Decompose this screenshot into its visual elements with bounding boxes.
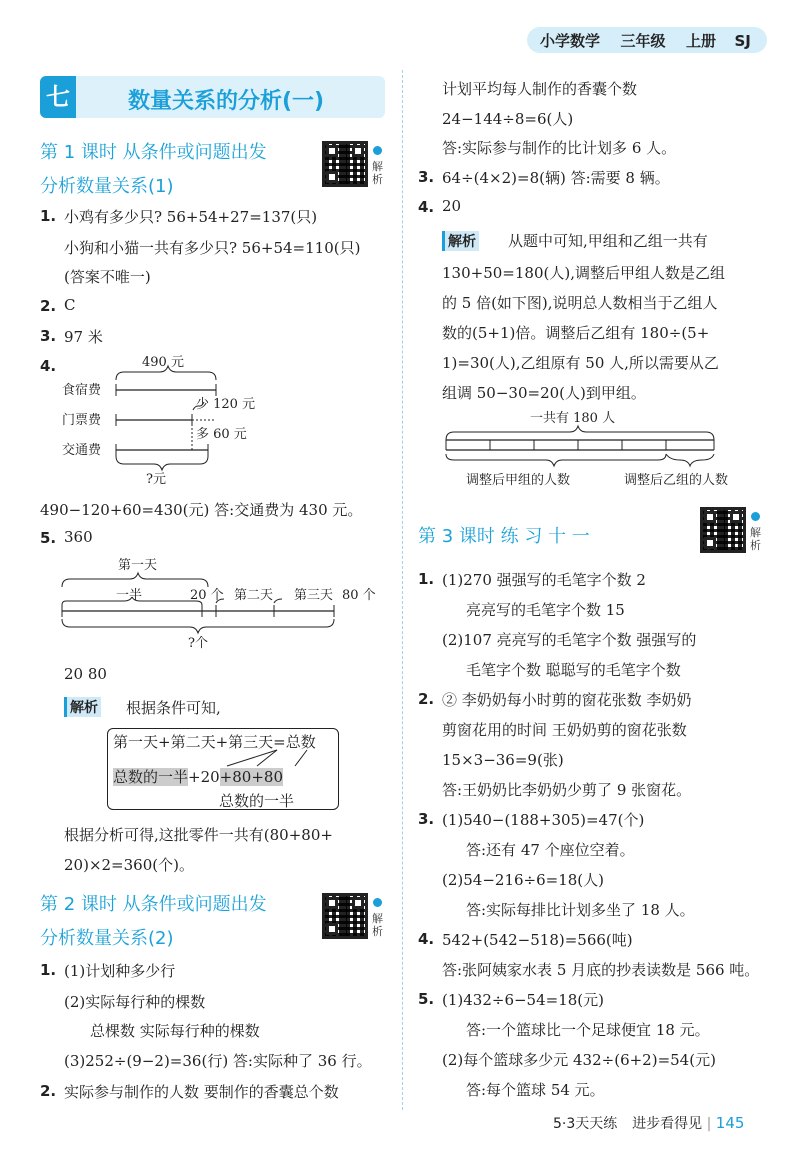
l3q5-a: (1)432÷6−54=18(元)	[442, 991, 605, 1009]
lesson3-title: 第 3 课时 练 习 十 一	[418, 526, 590, 547]
q5-box-half: 总数的一半	[113, 768, 189, 786]
r-q4-line-5: 组调 50−30=20(人)到甲组。	[442, 384, 646, 402]
q4-diagram	[60, 350, 280, 490]
q4-answer: 490−120+60=430(元) 答:交通费为 430 元。	[40, 501, 363, 519]
l3q1-number: 1.	[418, 570, 435, 588]
column-divider	[402, 70, 403, 1110]
q5-conclusion-2: 20)×2=360(个)。	[64, 856, 194, 874]
r-q4-line-1: 130+50=180(人),调整后甲组人数是乙组	[442, 264, 725, 282]
lesson1-line2: 分析数量关系(1)	[40, 176, 174, 197]
r-q4-line-4: 1)=30(人),乙组原有 50 人,所以需要从乙	[442, 354, 719, 372]
r-cont-3: 答:实际参与制作的比计划多 6 人。	[442, 139, 677, 157]
q4-top-label: 490 元	[142, 355, 184, 370]
r-q4-total-label: 一共有 180 人	[530, 411, 616, 426]
lesson2-line2: 分析数量关系(2)	[40, 928, 174, 949]
q5-box-line3: 总数的一半	[219, 792, 295, 810]
q5-box-plus80a: +80	[219, 768, 252, 786]
lesson3-qr-dot	[751, 512, 760, 521]
footer-slogan: 进步看得见	[632, 1116, 703, 1132]
l2q1-number: 1.	[40, 961, 57, 979]
q3-answer: 97 米	[64, 328, 103, 346]
header-edition: SJ	[734, 32, 751, 50]
lesson1-qr-code[interactable]	[322, 141, 368, 187]
page-number: 145	[715, 1114, 745, 1132]
lesson2-line1: 第 2 课时 从条件或问题出发	[40, 894, 267, 915]
footer: 5·3天天练 进步看得见 | 145	[553, 1114, 745, 1132]
l3q3-d: 答:实际每排比计划多坐了 18 人。	[466, 901, 695, 919]
lesson2-qr-code[interactable]	[322, 893, 368, 939]
q5-day1-brace	[62, 573, 208, 587]
q1-line-c: (答案不唯一)	[64, 268, 151, 286]
q5-values: 20 80	[64, 665, 107, 683]
lesson2-title	[40, 890, 267, 950]
l3q3-a: (1)540−(188+305)=47(个)	[442, 811, 645, 829]
q4-number: 4.	[40, 357, 57, 375]
l3q2-d: 答:王奶奶比李奶奶少剪了 9 张窗花。	[442, 781, 692, 799]
q5-bottom-brace	[62, 619, 334, 633]
q5-answer: 360	[64, 528, 93, 546]
q5-box-plus80b: +80	[251, 768, 283, 786]
q4-less-label: 少 120 元	[196, 397, 256, 412]
r-q4-jiexi-tag: 解析	[442, 231, 479, 251]
chapter-title: 数量关系的分析(一)	[128, 89, 325, 114]
lesson1-line1: 第 1 课时 从条件或问题出发	[40, 142, 267, 163]
r-q4-line-2: 的 5 倍(如下图),说明总人数相当于乙组人	[442, 294, 718, 312]
l3q4-b: 答:张阿姨家水表 5 月底的抄表读数是 566 吨。	[442, 961, 760, 979]
lesson3-qr-label: 解 析	[750, 526, 761, 552]
q5-day2-label: 第二天	[234, 588, 274, 603]
l2q1-d: (3)252÷(9−2)=36(行) 答:实际种了 36 行。	[64, 1052, 372, 1070]
l2q2-number: 2.	[40, 1082, 57, 1100]
r-cont-1: 计划平均每人制作的香囊个数	[442, 80, 638, 98]
lesson3-qr-code[interactable]	[700, 507, 746, 553]
lesson2-qr-dot	[373, 898, 382, 907]
r-cont-2: 24−144÷8=6(人)	[442, 110, 574, 128]
l2q2-text: 实际参与制作的人数 要制作的香囊总个数	[64, 1083, 339, 1101]
r-q4-yi-label: 调整后乙组的人数	[624, 473, 729, 488]
l3q3-number: 3.	[418, 810, 435, 828]
r-q4-line-3: 数的(5+1)倍。调整后乙组有 180÷(5+	[442, 324, 710, 342]
q2-answer: C	[64, 296, 76, 314]
q5-eighty-label: 80 个	[342, 588, 376, 603]
l3q5-b: 答:一个篮球比一个足球便宜 18 元。	[466, 1021, 710, 1039]
q1-number: 1.	[40, 207, 57, 225]
l3q2-a: ② 李奶奶每小时剪的窗花张数 李奶奶	[442, 691, 692, 709]
l3q5-d: 答:每个篮球 54 元。	[466, 1081, 605, 1099]
r-q4-diagram	[440, 404, 770, 490]
q3-number: 3.	[40, 327, 57, 345]
l3q1-b: 亮亮写的毛笔字个数 15	[466, 601, 625, 619]
q5-diagram	[60, 555, 390, 655]
q5-jiexi-text: 根据条件可知,	[126, 699, 221, 717]
q5-conclusion-1: 根据分析可得,这批零件一共有(80+80+	[64, 826, 333, 844]
q4-row1-label: 食宿费	[62, 383, 102, 398]
q5-half-label: 一半	[116, 588, 143, 603]
q4-question: ?元	[146, 472, 166, 487]
l3q3-b: 答:还有 47 个座位空着。	[466, 841, 635, 859]
l3q2-b: 剪窗花用的时间 王奶奶剪的窗花张数	[442, 721, 687, 739]
q5-box-line1: 第一天+第二天+第三天=总数	[113, 733, 316, 751]
r-q3-number: 3.	[418, 168, 435, 186]
lesson2-qr-label: 解 析	[372, 912, 383, 938]
r-q4-top-brace	[446, 426, 714, 440]
q5-twenty-label: 20 个	[190, 588, 224, 603]
header-subject: 小学数学	[540, 32, 601, 50]
q5-box-plus20: +20	[188, 768, 220, 786]
q5-question: ?个	[188, 636, 208, 651]
footer-brand: 5·3天天练	[553, 1116, 618, 1132]
header-volume: 上册	[685, 32, 716, 50]
q4-row3-label: 交通费	[62, 443, 102, 458]
r-q4-jia-brace	[446, 454, 666, 466]
q4-row2-label: 门票费	[62, 413, 102, 428]
l3q1-c: (2)107 亮亮写的毛笔字个数 强强写的	[442, 631, 697, 649]
header-tags	[540, 30, 751, 51]
l3q1-a: (1)270 强强写的毛笔字个数 2	[442, 571, 646, 589]
lesson1-qr-label: 解 析	[372, 160, 383, 186]
q4-bottom-brace	[116, 456, 208, 470]
q5-day3-label: 第三天	[294, 588, 334, 603]
l2q1-a: (1)计划种多少行	[64, 962, 176, 980]
lesson1-qr-dot	[373, 146, 382, 155]
chapter-number: 七	[46, 83, 70, 111]
chapter-number-box	[40, 76, 76, 118]
r-q3-text: 64÷(4×2)=8(辆) 答:需要 8 辆。	[442, 169, 670, 187]
l3q1-d: 毛笔字个数 聪聪写的毛笔字个数	[466, 661, 681, 679]
r-q4-answer: 20	[442, 197, 462, 215]
r-q4-line-0: 从题中可知,甲组和乙组一共有	[508, 232, 708, 250]
l3q5-number: 5.	[418, 990, 435, 1008]
l3q3-c: (2)54−216÷6=18(人)	[442, 871, 605, 889]
r-q4-jia-label: 调整后甲组的人数	[466, 473, 571, 488]
r-q4-number: 4.	[418, 198, 435, 216]
l3q5-c: (2)每个篮球多少元 432÷(6+2)=54(元)	[442, 1051, 716, 1069]
q2-number: 2.	[40, 297, 57, 315]
l3q4-a: 542+(542−518)=566(吨)	[442, 931, 633, 949]
q5-jiexi-tag: 解析	[64, 697, 101, 717]
l2q1-b: (2)实际每行种的棵数	[64, 993, 206, 1011]
l2q1-c: 总棵数 实际每行种的棵数	[90, 1022, 260, 1040]
l3q4-number: 4.	[418, 930, 435, 948]
lesson1-title	[40, 138, 267, 198]
q1-line-a: 小鸡有多少只? 56+54+27=137(只)	[64, 208, 318, 226]
q5-box-arrows	[107, 744, 337, 772]
q1-line-b: 小狗和小猫一共有多少只? 56+54=110(只)	[64, 239, 361, 257]
q4-more-label: 多 60 元	[196, 427, 247, 442]
header-grade: 三年级	[620, 32, 666, 50]
l3q2-number: 2.	[418, 690, 435, 708]
r-q4-yi-brace	[666, 454, 714, 466]
l3q2-c: 15×3−36=9(张)	[442, 751, 564, 769]
q5-day1-label: 第一天	[118, 558, 158, 573]
q5-number: 5.	[40, 529, 57, 547]
